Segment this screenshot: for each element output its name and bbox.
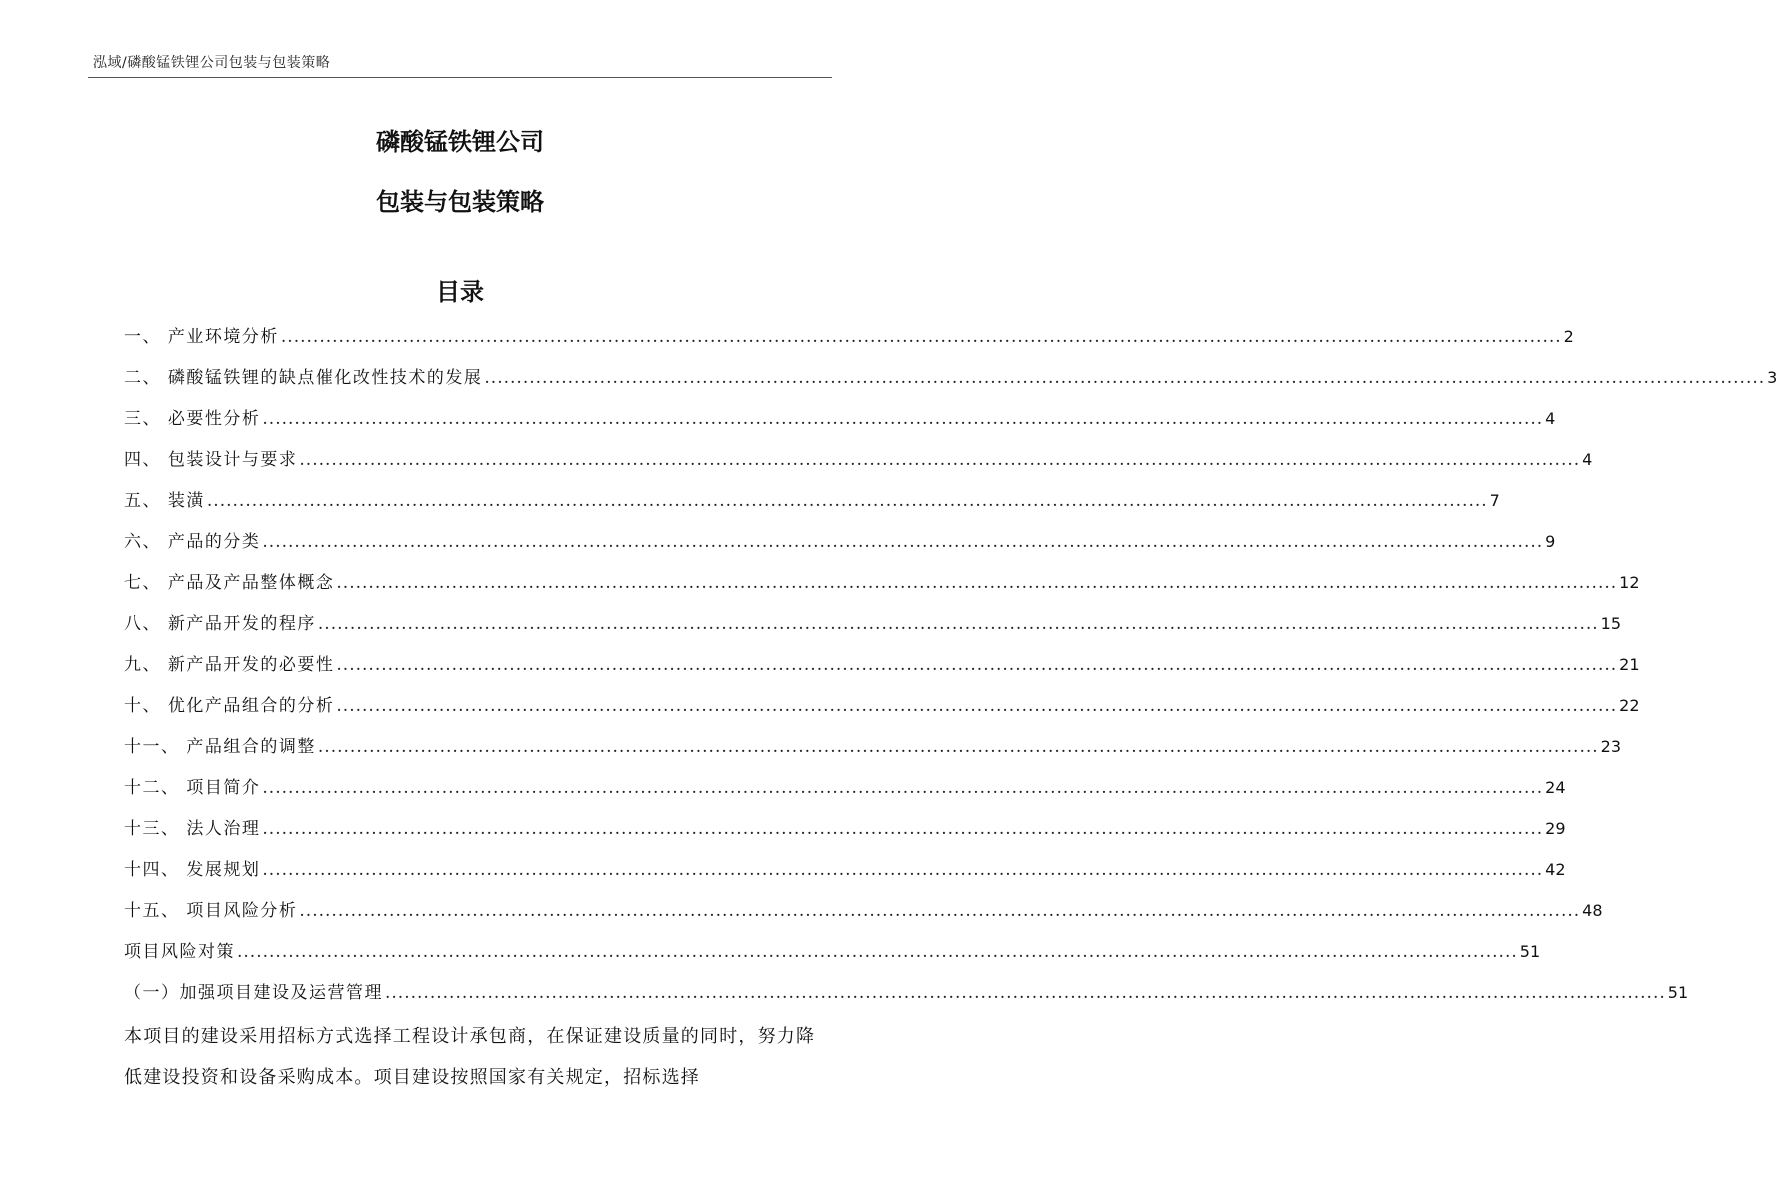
toc-entry[interactable] [124,732,1622,773]
toc-leader-dots: ........................................................................................................................................................................................................ [317,737,1599,757]
toc-entry-page: 48 [1582,901,1603,920]
toc-entry-text: 十四、 发展规划 [124,860,261,880]
toc-entry-text: 十五、 项目风险分析 [124,901,298,921]
toc-entry-page: 7 [1489,491,1500,510]
toc-entry[interactable] [124,937,1541,978]
document-title-line1: 磷酸锰铁锂公司 [376,128,544,156]
toc-entry-page: 51 [1667,983,1689,1002]
toc-entry-text: 九、 新产品开发的必要性 [124,655,335,675]
toc-entry-text: 十一、 产品组合的调整 [124,737,316,757]
toc-leader-dots: ........................................................................................................................................................................................................ [262,819,1544,839]
body-paragraph: 本项目的建设采用招标方式选择工程设计承包商，在保证建设质量的同时，努力降低建设投资和设备采购成本。项目建设按照国家有关规定，招标选择 [124,1026,816,1088]
toc-entry-page: 42 [1545,860,1566,879]
toc-leader-dots: ........................................................................................................................................................................................................ [336,573,1618,593]
toc-entry-text: 八、 新产品开发的程序 [124,614,316,634]
table-of-contents [124,322,1777,1019]
toc-heading: 目录 [436,278,484,306]
toc-entry[interactable] [124,691,1640,732]
toc-entry-page: 29 [1545,819,1566,838]
toc-entry-page: 9 [1545,532,1556,551]
toc-entry-page: 23 [1600,737,1622,756]
toc-entry[interactable] [124,322,1574,363]
toc-entry[interactable] [124,855,1566,896]
toc-entry-text: 十二、 项目简介 [124,778,261,798]
toc-entry-page: 4 [1582,450,1593,469]
toc-entry-page: 21 [1619,655,1640,674]
toc-entry[interactable] [124,896,1603,937]
toc-entry-text: 五、 装潢 [124,491,205,511]
toc-entry[interactable] [124,773,1566,814]
document-title-line2: 包装与包装策略 [376,188,544,216]
toc-entry[interactable] [124,527,1556,568]
toc-entry-text: 四、 包装设计与要求 [124,450,298,470]
toc-leader-dots: ........................................................................................................................................................................................................ [237,942,1518,962]
toc-entry-page: 24 [1545,778,1566,797]
toc-leader-dots: ........................................................................................................................................................................................................ [262,860,1544,880]
toc-entry-text: 十、 优化产品组合的分析 [124,696,335,716]
toc-entry[interactable] [124,609,1622,650]
toc-entry[interactable] [124,978,1689,1019]
toc-entry-page: 22 [1619,696,1640,715]
toc-entry-text: 三、 必要性分析 [124,409,261,429]
toc-entry[interactable] [124,650,1640,691]
toc-leader-dots: ........................................................................................................................................................................................................ [336,655,1618,675]
toc-leader-dots: ........................................................................................................................................................................................................ [317,614,1599,634]
toc-entry-text: （一）加强项目建设及运营管理 [124,983,383,1003]
toc-entry-text: 项目风险对策 [124,942,235,962]
toc-leader-dots: ........................................................................................................................................................................................................ [280,327,1562,347]
toc-entry-page: 2 [1563,327,1574,346]
toc-entry-text: 六、 产品的分类 [124,532,261,552]
toc-leader-dots: ........................................................................................................................................................................................................ [299,901,1581,921]
toc-entry-page: 3 [1767,368,1777,387]
toc-entry-page: 4 [1545,409,1556,428]
toc-entry-text: 一、 产业环境分析 [124,327,279,347]
toc-entry[interactable] [124,363,1777,404]
toc-entry-text: 二、 磷酸锰铁锂的缺点催化改性技术的发展 [124,368,483,388]
toc-entry-page: 51 [1519,942,1541,961]
toc-entry-page: 12 [1619,573,1640,592]
header-divider [88,77,832,78]
toc-leader-dots: ........................................................................................................................................................................................................ [299,450,1581,470]
toc-entry[interactable] [124,814,1566,855]
toc-leader-dots: ........................................................................................................................................................................................................ [262,409,1544,429]
toc-leader-dots: ........................................................................................................................................................................................................ [206,491,1488,511]
toc-entry-page: 15 [1600,614,1622,633]
running-header: 泓域/磷酸锰铁锂公司包装与包装策略 [93,55,331,71]
toc-leader-dots: ........................................................................................................................................................................................................ [262,778,1544,798]
toc-leader-dots: ........................................................................................................................................................................................................ [484,368,1766,388]
toc-entry[interactable] [124,445,1593,486]
toc-entry-text: 七、 产品及产品整体概念 [124,573,335,593]
toc-entry-text: 十三、 法人治理 [124,819,261,839]
toc-entry[interactable] [124,568,1640,609]
toc-leader-dots: ........................................................................................................................................................................................................ [262,532,1544,552]
toc-leader-dots: ........................................................................................................................................................................................................ [385,983,1666,1003]
toc-entry[interactable] [124,486,1500,527]
toc-leader-dots: ........................................................................................................................................................................................................ [336,696,1618,716]
toc-entry[interactable] [124,404,1556,445]
